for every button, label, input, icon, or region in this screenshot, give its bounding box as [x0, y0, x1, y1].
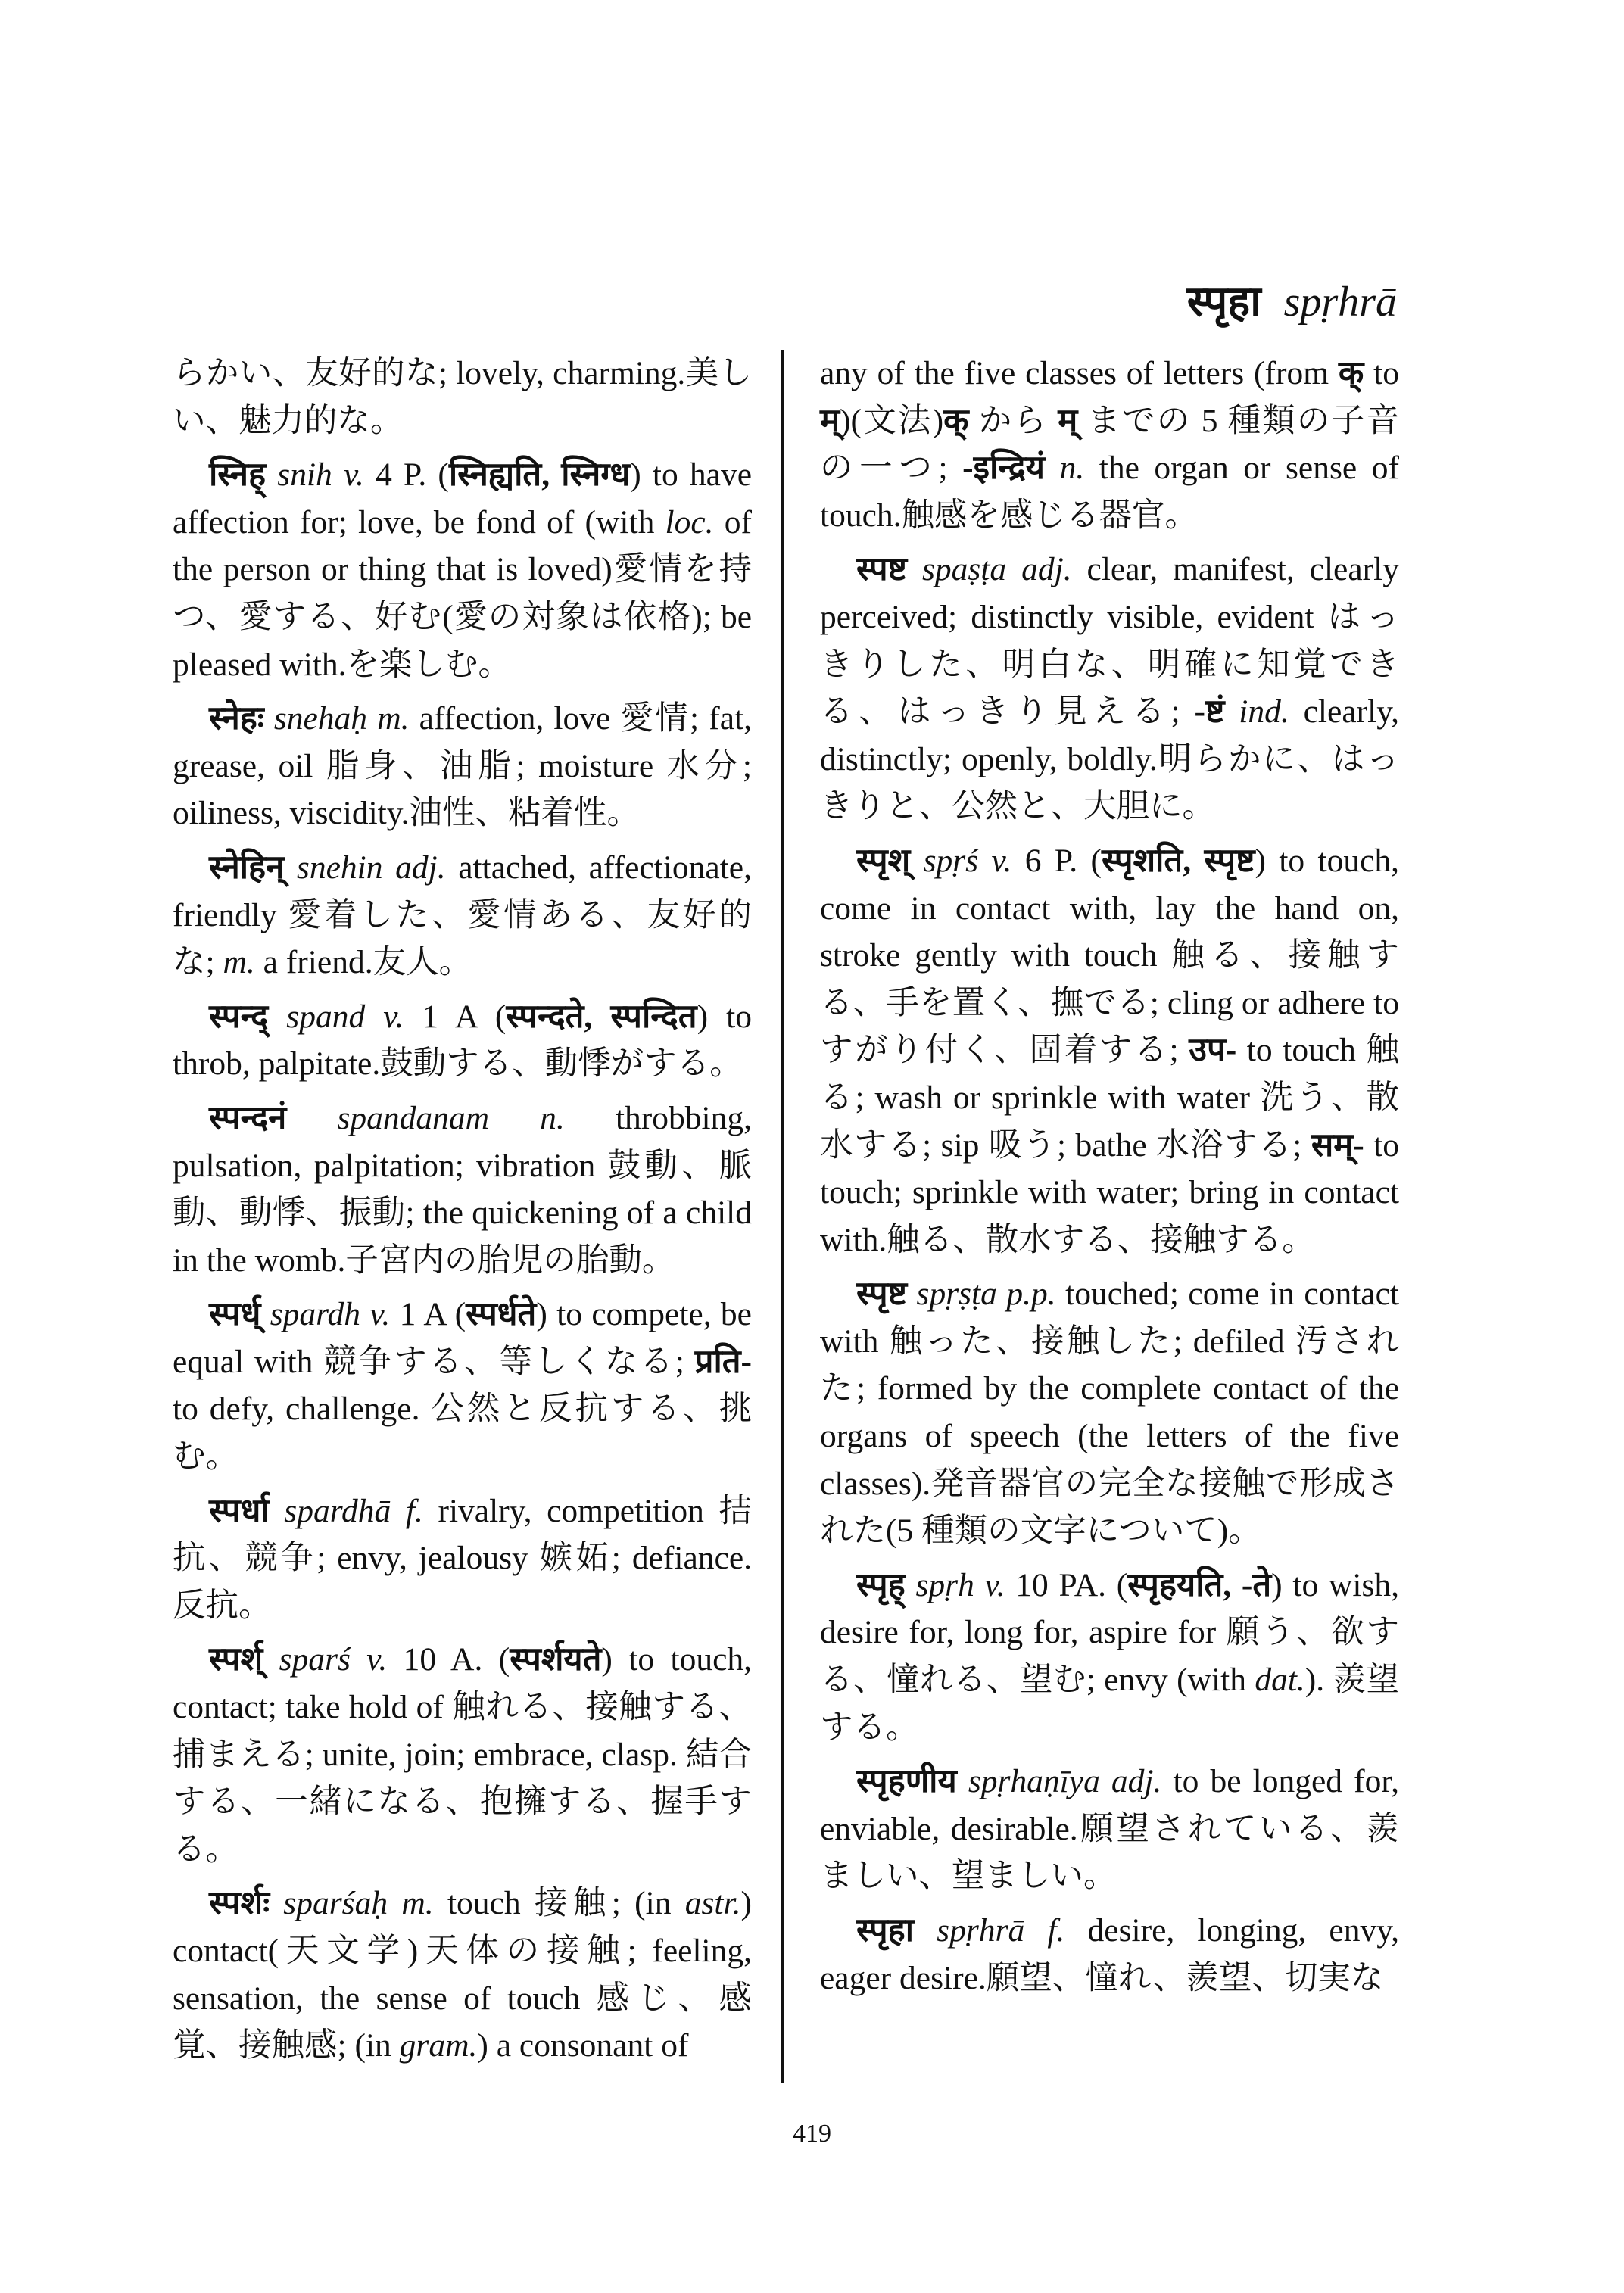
transliteration: spṛhaṇīya adj.	[968, 1763, 1162, 1800]
continued-entry	[173, 350, 752, 444]
entry-text	[284, 849, 297, 886]
dictionary-entry	[820, 1562, 1399, 1751]
dictionary-entry	[820, 837, 1399, 1263]
entry-text: ) to wish, desire for, long for, aspire for 願う、欲する、憧れる、望む; envy (with	[820, 1566, 1400, 1699]
transliteration: snehin adj.	[296, 849, 446, 886]
entry-text: 10 PA. (	[1005, 1566, 1128, 1603]
dictionary-entry	[820, 1758, 1399, 1900]
entry-text: ) a consonant of	[477, 2027, 689, 2064]
transliteration: spardhā f.	[284, 1492, 423, 1529]
entry-text: までの 5 種類の子音の一つ;	[820, 402, 1399, 487]
devanagari-term: स्पर्धा	[209, 1492, 270, 1529]
entry-text: to defy, challenge. 公然と反抗する、挑む。	[173, 1391, 752, 1475]
devanagari-term: स्पृष्ट	[856, 1276, 908, 1313]
entry-text	[264, 700, 274, 737]
entry-text: throbbing, pulsation, palpitation; vibration 鼓動、脈動、動悸、振動; the quickening of a child in the womb.子宮内の胎児の胎動。	[173, 1099, 752, 1279]
devanagari-term: स्पर्धते	[466, 1296, 537, 1333]
entry-text: any of the five classes of letters (from	[820, 355, 1339, 391]
entry-text: ) to touch, contact; take hold of 触れる、接触する、捕まえる; unite, join; embrace, clasp. 結合する、一緒になる、抱擁する、握手する。	[173, 1641, 752, 1868]
grammar-abbrev: dat.	[1255, 1662, 1305, 1699]
entry-text	[260, 1296, 270, 1332]
entry-text	[1224, 693, 1239, 730]
entry-text: desire, longing, envy, eager desire.願望、憧れ、羨望、切実な	[820, 1912, 1399, 1996]
devanagari-term: स्नेहः	[209, 700, 264, 737]
entry-text: ) to touch, come in contact with, lay the hand on, stroke gently with touch 触る、接触する、手を置く、撫でる; cling or adhere to すがり付く、固着する;	[820, 842, 1400, 1069]
entry-text: 6 P. (	[1011, 842, 1102, 879]
devanagari-term: उप-	[1189, 1032, 1237, 1069]
header-headword-transliteration: spṛhrā	[1283, 279, 1397, 326]
entry-text: 10 A. (	[387, 1641, 510, 1678]
transliteration: sparś v.	[279, 1641, 388, 1678]
entry-text: a friend.友人。	[254, 944, 472, 981]
entry-text: から	[968, 402, 1058, 439]
transliteration: spṛś v.	[923, 842, 1012, 879]
dictionary-entry	[173, 1636, 752, 1873]
devanagari-term: स्पन्दनं	[209, 1099, 287, 1136]
entry-text: ) to compete, be equal with 競争する、等しくなる;	[173, 1296, 752, 1380]
entry-text: )(文法)	[840, 402, 944, 439]
transliteration: spṛh v.	[915, 1566, 1005, 1603]
transliteration: spṛṣṭa p.p.	[916, 1276, 1056, 1313]
transliteration: snih v.	[277, 456, 364, 494]
dictionary-entry	[173, 1095, 752, 1284]
header-headword-devanagari: स्पृहा	[1186, 279, 1261, 326]
entry-text: 1 A (	[390, 1296, 466, 1333]
devanagari-term: म्	[820, 402, 840, 439]
entry-text	[270, 1885, 283, 1921]
entry-text: to touch 触る; wash or sprinkle with water 洗う、散水する; sip 吸う; bathe 水浴する;	[820, 1032, 1400, 1164]
grammar-abbrev: astr.	[684, 1885, 741, 1922]
devanagari-term: स्निह्यति, स्निग्ध	[448, 456, 631, 494]
entry-text	[266, 456, 277, 493]
entry-text: clear, manifest, clearly perceived; distinctly visible, evident はっきりした、明白な、明確に知覚できる、はっきり見える;	[820, 551, 1399, 731]
entry-text	[1045, 450, 1060, 486]
transliteration: sparśaḥ m.	[283, 1885, 434, 1922]
entry-text	[907, 551, 922, 587]
grammar-abbrev: m.	[223, 944, 255, 981]
page-number: 419	[793, 2120, 831, 2148]
devanagari-term: -इन्द्रियं	[962, 450, 1046, 487]
devanagari-term: स्पर्शयते	[510, 1641, 602, 1678]
entry-text: of the person or thing that is loved)愛情を持つ、愛する、好む(愛の対象は依格); be pleased with.を楽しむ。	[173, 503, 752, 683]
dictionary-entry	[173, 993, 752, 1088]
entry-text	[910, 843, 923, 879]
devanagari-term: स्पर्शः	[209, 1885, 270, 1922]
entry-text: affection, love 愛情; fat, grease, oil 脂身、油脂; moisture 水分; oiliness, viscidity.油性、粘着性。	[173, 700, 753, 832]
grammar-abbrev: ind.	[1239, 693, 1289, 731]
devanagari-term: स्नेहिन्	[209, 849, 285, 886]
dictionary-entry	[173, 844, 752, 986]
dictionary-entry	[173, 451, 752, 688]
dictionary-entry	[820, 1270, 1399, 1555]
devanagari-term: -ष्टं	[1194, 693, 1225, 731]
devanagari-term: स्पृहयति, -ते	[1127, 1566, 1272, 1603]
dictionary-entry	[820, 350, 1399, 539]
transliteration: snehaḥ m.	[273, 700, 410, 737]
grammar-abbrev: gram.	[399, 2027, 478, 2064]
devanagari-term: क्	[1338, 355, 1364, 391]
transliteration: spṛhrā f.	[937, 1912, 1065, 1949]
entry-text: ) to throb, palpitate.鼓動する、動悸がする。	[173, 998, 752, 1083]
dictionary-entry	[820, 546, 1399, 830]
grammar-abbrev: n.	[1059, 450, 1085, 487]
devanagari-term: स्पृह्	[856, 1566, 906, 1603]
dictionary-entry	[820, 1907, 1399, 2002]
entry-text: ). 羨望する。	[820, 1662, 1399, 1746]
devanagari-term: स्पष्ट	[856, 551, 908, 588]
column-divider	[781, 350, 784, 2083]
transliteration: spardh v.	[270, 1296, 391, 1333]
transliteration: spand v.	[286, 998, 404, 1035]
transliteration: spaṣṭa adj.	[921, 551, 1072, 588]
dictionary-entry	[173, 1291, 752, 1480]
entry-text	[263, 1641, 279, 1678]
entry-text: to touch; sprinkle with water; bring in contact with.触る、散水する、接触する。	[820, 1126, 1399, 1258]
devanagari-term: स्पर्ध्	[209, 1296, 261, 1333]
entry-text: ) contact(天文学)天体の接触; feeling, sensation, the sense of touch 感じ、感覚、接触感; (in	[173, 1885, 752, 2064]
dictionary-entry	[173, 1488, 752, 1630]
transliteration: spandanam n.	[337, 1099, 565, 1136]
devanagari-term: स्पर्श्	[209, 1641, 263, 1678]
grammar-abbrev: loc.	[665, 503, 714, 541]
devanagari-term: स्पन्दते, स्पन्दित	[506, 998, 697, 1035]
entry-text: らかい、友好的な; lovely, charming.美しい、魅力的な。	[173, 355, 752, 439]
left-column	[173, 350, 752, 2076]
devanagari-term: स्पृहणीय	[856, 1763, 957, 1800]
entry-text	[906, 1567, 916, 1603]
entry-text: the organ or sense of touch.触感を感じる器官。	[820, 450, 1400, 534]
entry-text	[268, 999, 286, 1035]
dictionary-entry	[173, 695, 752, 837]
entry-text	[270, 1493, 285, 1529]
devanagari-term: स्निह्	[209, 456, 267, 494]
devanagari-term: प्रति-	[694, 1343, 752, 1380]
entry-text: 4 P. (	[363, 456, 449, 494]
entry-text	[957, 1763, 968, 1799]
entry-text: ) to have affection for; love, be fond of (with	[173, 456, 753, 541]
devanagari-term: स्पृशति, स्पृष्ट	[1101, 842, 1255, 879]
entry-text	[907, 1276, 916, 1312]
devanagari-term: क्	[943, 402, 969, 439]
devanagari-term: सम्-	[1311, 1126, 1364, 1164]
entry-text: attached, affectionate, friendly 愛着した、愛情ある、友好的な;	[173, 849, 752, 981]
entry-text	[286, 1100, 337, 1136]
right-column	[820, 350, 1399, 2008]
devanagari-term: स्पृहा	[856, 1912, 914, 1949]
running-header	[1187, 271, 1397, 329]
entry-text: 1 A (	[404, 998, 507, 1035]
dictionary-entry	[173, 1880, 752, 2069]
devanagari-term: म्	[1058, 402, 1078, 439]
entry-text: touch 接触; (in	[433, 1885, 685, 1922]
entry-text: clearly, distinctly; openly, boldly.明らかに、はっきりと、公然と、大胆に。	[820, 693, 1400, 825]
devanagari-term: स्पन्द्	[209, 998, 269, 1035]
entry-text	[914, 1912, 937, 1949]
entry-text: touched; come in contact with 触った、接触した; defiled 汚された; formed by the complete contact of the organs of speech (the letters of the five classes).発音器官の完全な接触で形成された(5 種類の文字について)。	[820, 1276, 1399, 1550]
entry-text: to	[1364, 355, 1399, 391]
devanagari-term: स्पृश्	[856, 842, 911, 879]
entry-text: rivalry, competition 拮抗、競争; envy, jealousy 嫉妬; defiance.反抗。	[173, 1492, 752, 1624]
entry-text: to be longed for, enviable, desirable.願望されている、羨ましい、望ましい。	[820, 1763, 1399, 1895]
